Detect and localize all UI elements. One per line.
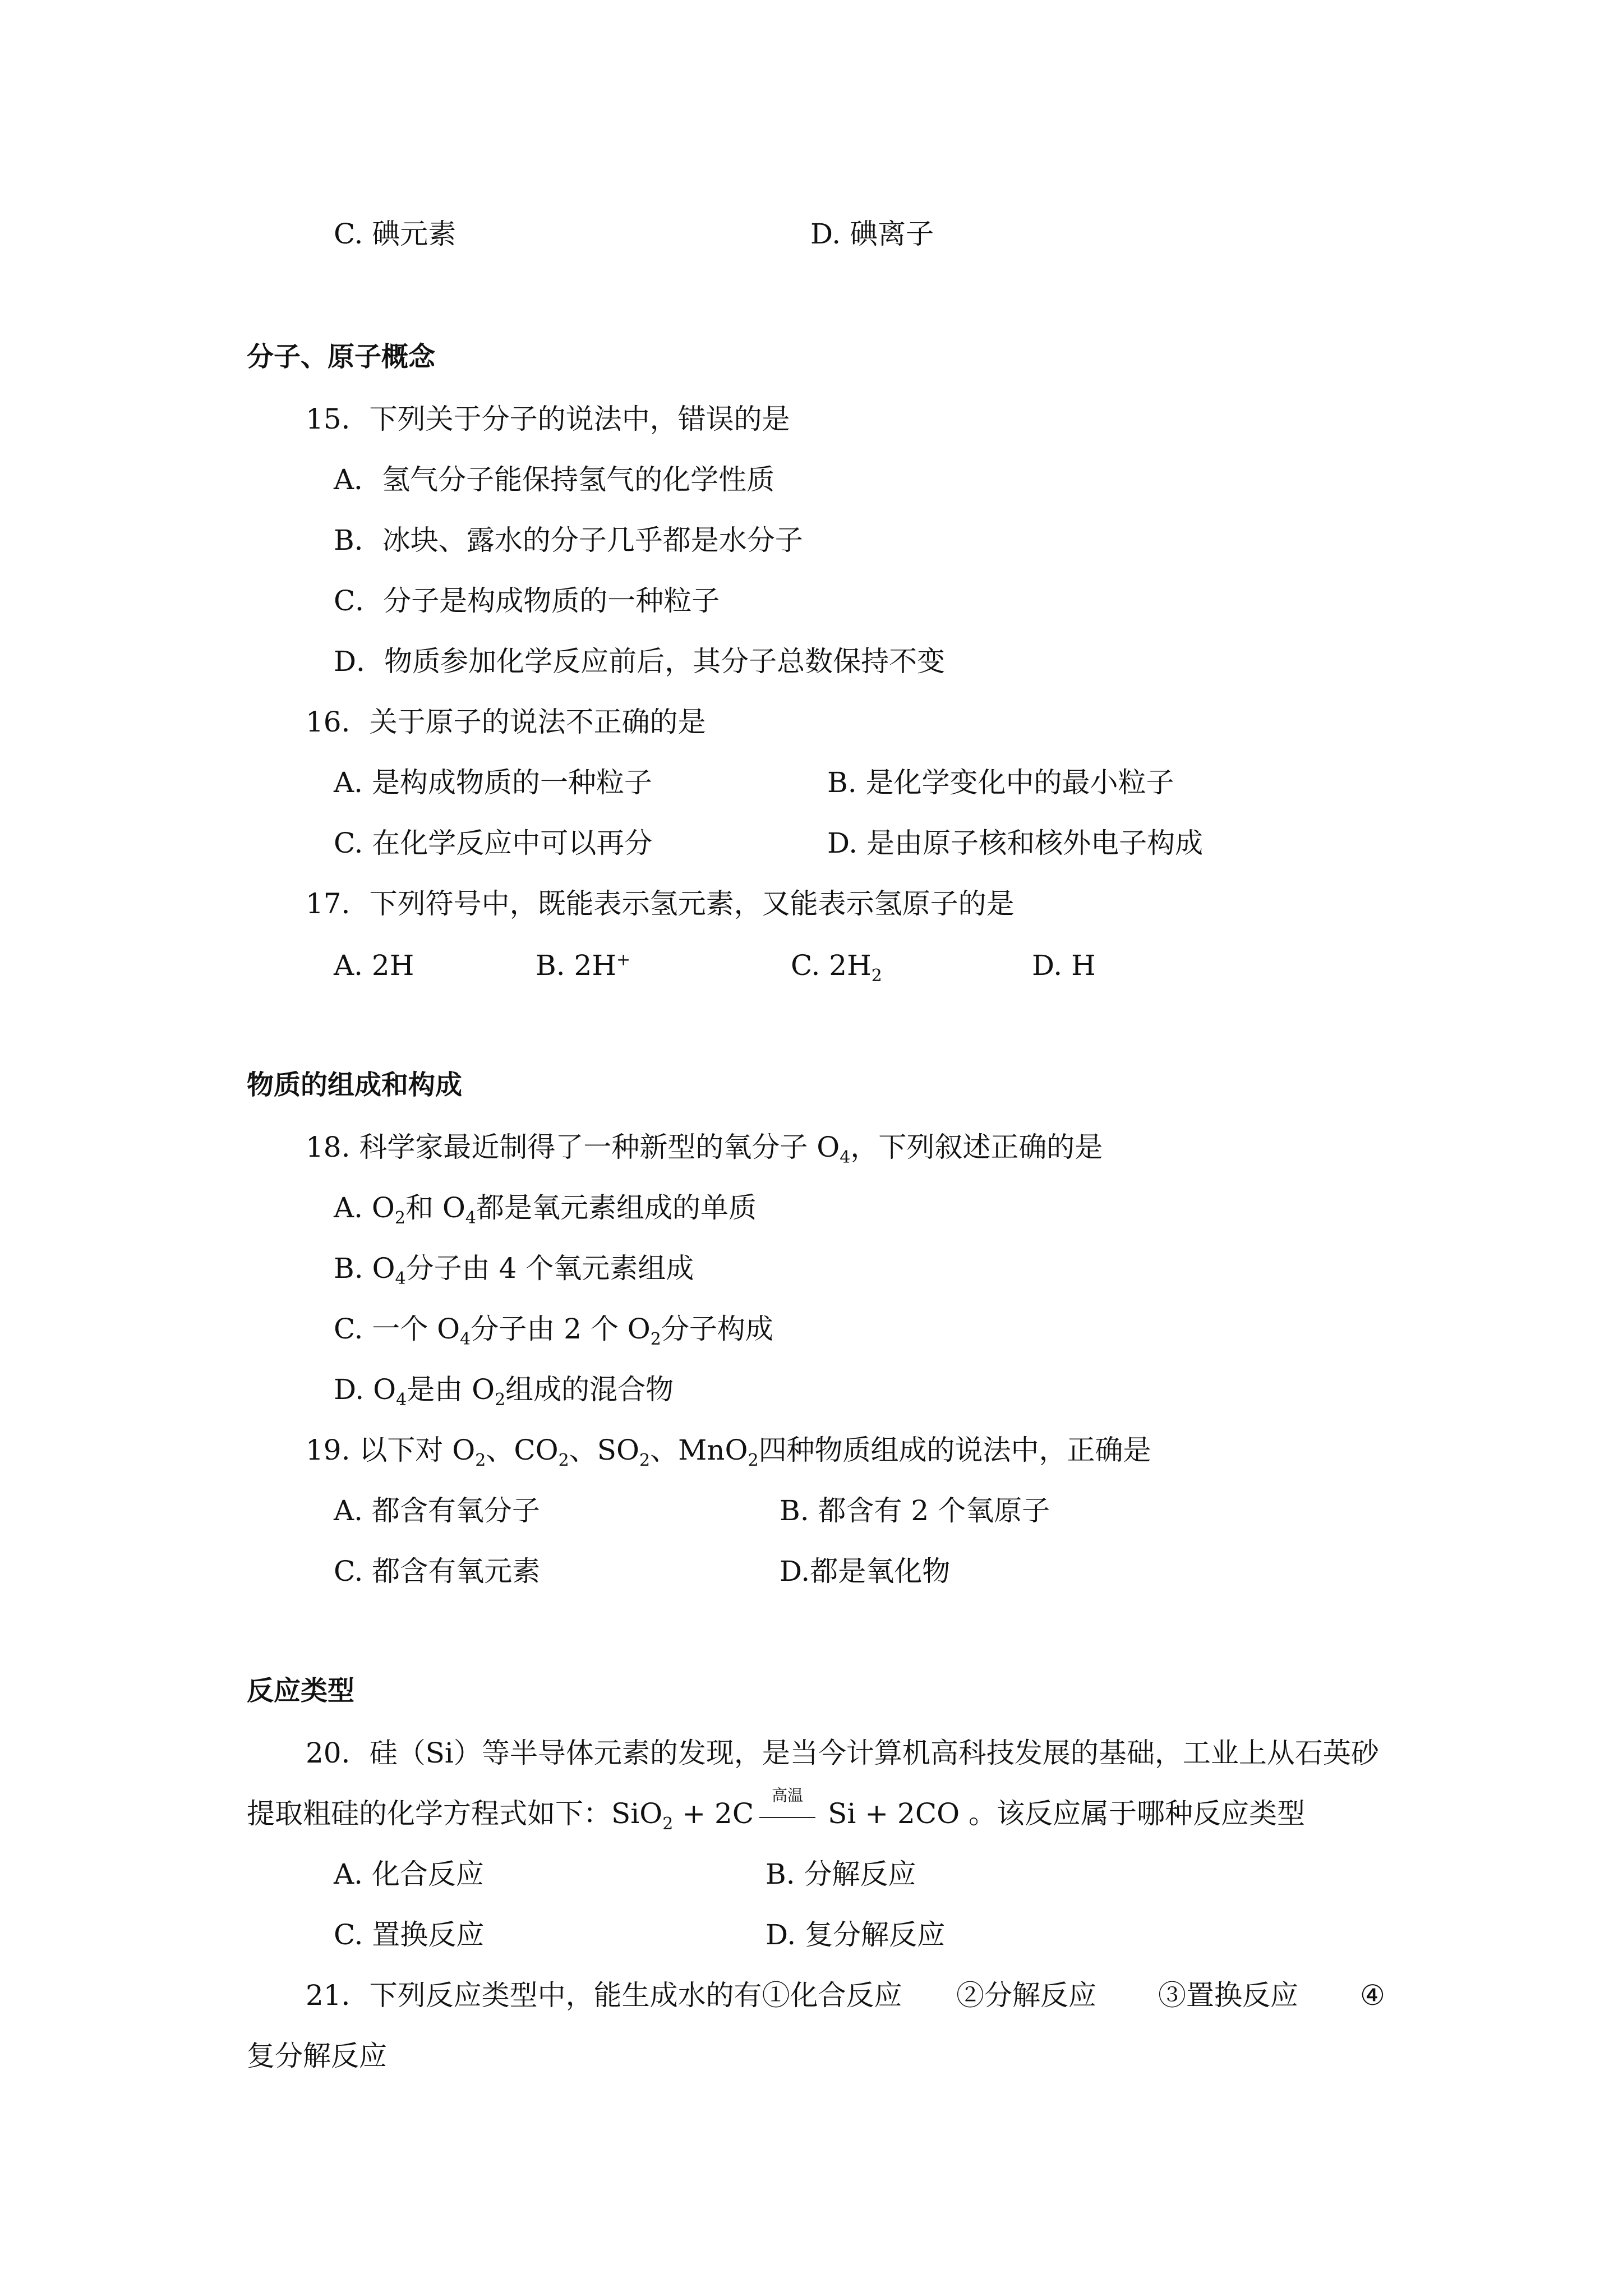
q20-option-d: D. 复分解反应 xyxy=(766,1918,946,1951)
q16-option-d: D. 是由原子核和核外电子构成 xyxy=(827,827,1204,859)
reaction-condition: 高温 xyxy=(759,1814,815,1818)
q15-stem: 15．下列关于分子的说法中，错误的是 xyxy=(306,403,790,435)
q17-option-c: C. $2H_2$ xyxy=(791,949,882,986)
section-heading-reaction-types: 反应类型 xyxy=(247,1675,355,1706)
q15-option-b: B．冰块、露水的分子几乎都是水分子 xyxy=(334,524,803,556)
q19-option-c: C. 都含有氧元素 xyxy=(334,1555,541,1588)
q19-stem: 19. 以下对 $O_2$、$CO_2$、$SO_2$、MnO$_2$四种物质组成的说法中，正确是 xyxy=(306,1434,1151,1470)
q17-option-b: B. 2H+ xyxy=(536,949,631,982)
q21-stem-line-2: 复分解反应 xyxy=(247,2040,387,2072)
q20-stem-line-1: 20．硅（Si）等半导体元素的发现，是当今计算机高科技发展的基础，工业上从石英砂 xyxy=(306,1737,1379,1769)
q21-option-3: ③置换反应 xyxy=(1158,1979,1298,2012)
section-heading-molecule-atom: 分子、原子概念 xyxy=(247,341,436,372)
q16-option-a: A. 是构成物质的一种粒子 xyxy=(334,766,652,799)
q15-option-c: C．分子是构成物质的一种粒子 xyxy=(334,585,720,617)
q21-option-2: ②分解反应 xyxy=(956,1979,1096,2012)
q14-option-d: D. 碘离子 xyxy=(810,218,934,250)
q17-option-d: D. H xyxy=(1032,949,1096,982)
q20-option-a: A. 化合反应 xyxy=(334,1858,484,1890)
q20-option-b: B. 分解反应 xyxy=(766,1858,916,1890)
q21-option-4: ④ xyxy=(1360,1979,1385,2012)
q20-option-c: C. 置换反应 xyxy=(334,1918,485,1951)
q15-option-a: A．氢气分子能保持氢气的化学性质 xyxy=(334,463,775,496)
q18-stem: 18. 科学家最近制得了一种新型的氧分子 $O_4$，下列叙述正确的是 xyxy=(306,1131,1103,1167)
q20-stem-line-2: 提取粗硅的化学方程式如下：SiO$_2$ + 2C 高温 Si + 2CO 。该反应属于哪种反应类型 xyxy=(247,1786,1305,1834)
q19-option-a: A. 都含有氧分子 xyxy=(334,1494,540,1527)
q18-option-a: A. $O_2$和 $O_4$都是氧元素组成的单质 xyxy=(334,1191,757,1228)
q18-option-d: D. $O_4$是由 $O_2$组成的混合物 xyxy=(334,1373,674,1410)
q16-stem: 16．关于原子的说法不正确的是 xyxy=(306,706,706,738)
section-heading-composition: 物质的组成和构成 xyxy=(247,1069,463,1101)
q17-option-a: A. 2H xyxy=(334,949,414,982)
q21-stem: 21．下列反应类型中，能生成水的有①化合反应 xyxy=(306,1979,902,2012)
q16-option-b: B. 是化学变化中的最小粒子 xyxy=(827,766,1174,799)
q19-option-d: D.都是氧化物 xyxy=(780,1555,951,1588)
q14-option-c: C. 碘元素 xyxy=(334,218,457,250)
q15-option-d: D．物质参加化学反应前后，其分子总数保持不变 xyxy=(334,645,946,678)
q18-option-b: B. $O_4$分子由 4 个氧元素组成 xyxy=(334,1252,694,1289)
q17-stem: 17．下列符号中，既能表示氢元素，又能表示氢原子的是 xyxy=(306,887,1015,920)
q18-option-c: C. 一个 $O_4$分子由 2 个 $O_2$分子构成 xyxy=(334,1313,773,1349)
q19-option-b: B. 都含有 2 个氧原子 xyxy=(780,1494,1050,1527)
q16-option-c: C. 在化学反应中可以再分 xyxy=(334,827,653,859)
